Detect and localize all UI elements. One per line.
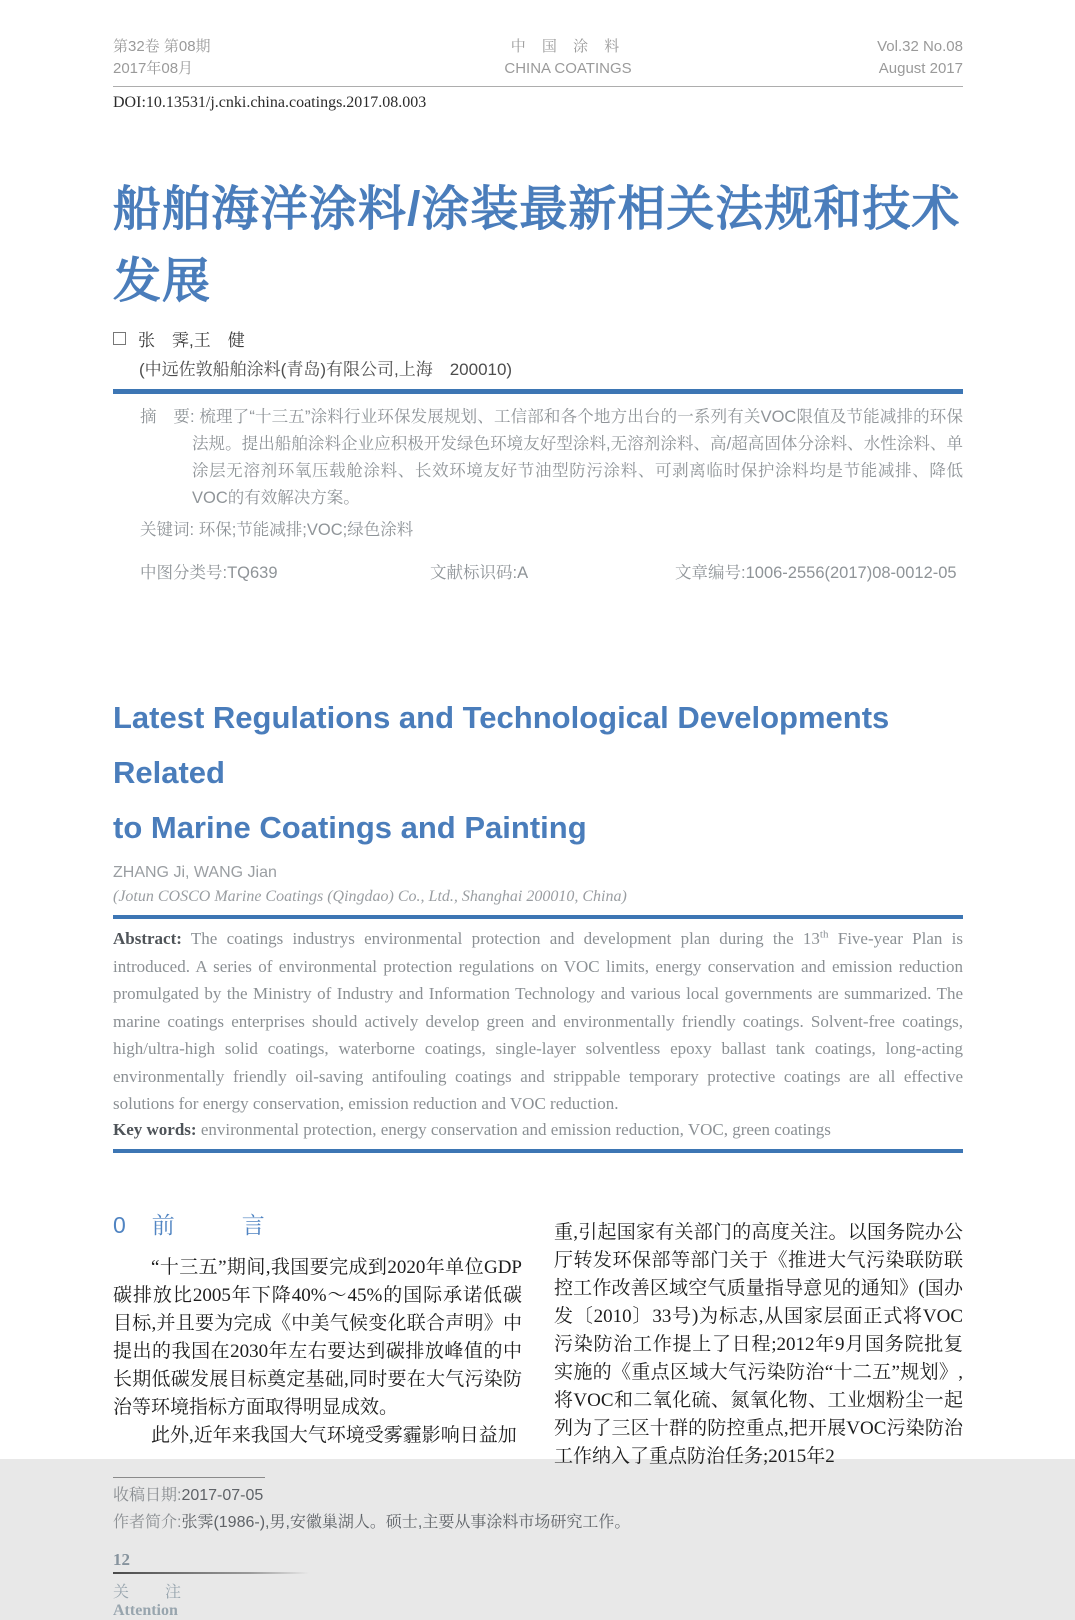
abstract-label-en: Abstract:: [113, 929, 182, 948]
doi: DOI:10.13531/j.cnki.china.coatings.2017.08.003: [113, 94, 427, 111]
divider-rule-blue-bottom: [113, 1149, 963, 1153]
paragraph: “十三五”期间,我国要完成到2020年单位GDP碳排放比2005年下降40%～45%的国际承诺低碳目标,并且要为完成《中美气候变化联合声明》中提出的我国在2030年左右要达到碳排放峰值的中长期低碳发展目标奠定基础,同时要在大气污染防治等环境指标方面取得明显成效。: [113, 1256, 522, 1418]
affiliation-en: (Jotun COSCO Marine Coatings (Qingdao) Co., Ltd., Shanghai 200010, China): [113, 888, 627, 905]
article-title-en: [113, 690, 963, 855]
article-title-en-line2: to Marine Coatings and Painting: [113, 810, 587, 845]
section-heading-0: [113, 1207, 522, 1240]
body-text-left: [113, 1254, 522, 1450]
masthead-center: [333, 36, 803, 80]
masthead-right: [803, 36, 963, 80]
abstract-text-cn: 梳理了“十三五”涂料行业环保发展规划、工信部和各个地方出台的一系列有关VOC限值及节能减排的环保法规。提出船舶涂料企业应积极开发绿色环境友好型涂料,无溶剂涂料、高/超高固体分涂料、水性涂料、单涂层无溶剂环氧压载舱涂料、长效环境友好节油型防污涂料、可剥离临时保护涂料均是节能减排、降低VOC的有效解决方案。: [192, 408, 963, 507]
abstract-en-part1: The coatings industrys environmental protection and development plan during the 13: [181, 929, 820, 948]
volume-issue-en: Vol.32 No.08: [877, 38, 963, 55]
page-number: 12: [113, 1549, 130, 1569]
journal-name-en: CHINA COATINGS: [504, 60, 632, 77]
journal-name-cn: 中 国 涂 料: [510, 38, 626, 55]
keywords-label-en: Key words:: [113, 1119, 197, 1139]
authors-en: ZHANG Ji, WANG Jian: [113, 864, 277, 881]
clc-number: 中图分类号:TQ639: [140, 564, 278, 582]
body-columns: [113, 1207, 963, 1471]
document-code: 文献标识码:A: [430, 564, 529, 582]
author-bio-label: 作者简介:: [113, 1513, 182, 1531]
footnotes: [113, 1477, 963, 1536]
article-title-cn: 船舶海洋涂料/涂装最新相关法规和技术发展: [113, 183, 961, 308]
abstract-block-cn: [140, 404, 963, 587]
section-number: 0: [113, 1211, 126, 1238]
page-number-rule: [113, 1572, 309, 1574]
abstract-cn: [140, 404, 963, 512]
article-id: 文章编号:1006-2556(2017)08-0012-05: [675, 564, 957, 582]
date-en: August 2017: [878, 60, 963, 77]
date-cn: 2017年08月: [113, 60, 194, 77]
paragraph: 重,引起国家有关部门的高度关注。以国务院办公厅转发环保部等部门关于《推进大气污染联防联控工作改善区域空气质量指导意见的通知》(国办发〔2010〕33号)为标志,从国家层面正式将VOC污染防治工作提上了日程;2012年9月国务院批复实施的《重点区域大气污染防治“十二五”规划》,将VOC和二氧化硫、氮氧化物、工业烟粉尘一起列为了三区十群的防控重点,把开展VOC污染防治工作纳入了重点防治任务;2015年2: [554, 1221, 963, 1467]
volume-issue-cn: 第32卷 第08期: [113, 38, 211, 55]
received-date-label: 收稿日期:: [113, 1486, 182, 1504]
abstract-en-part2: Five-year Plan is introduced. A series of environmental protection regulations on VOC limits, energy conservation and emission reduction promulgated by the Ministry of Industry and Information Technology and various local governments are summarized. The marine coatings enterprises should actively develop green and environmentally friendly coatings. Solvent-free coatings, high/ultra-high solid coatings, waterborne coatings, single-layer solventless epoxy ballast tank coatings, long-acting environmentally friendly oil-saving antifouling coatings and strippable temporary protective coatings are all effective solutions for energy conservation, emission reduction and VOC reduction.: [113, 929, 963, 1113]
divider-rule-blue-middle: [113, 915, 963, 919]
received-date-value: 2017-07-05: [181, 1486, 264, 1504]
body-text-right: [554, 1219, 963, 1471]
body-column-left: [113, 1207, 522, 1471]
body-column-right: [554, 1207, 963, 1471]
keywords-text-en: environmental protection, energy conservation and emission reduction, VOC, green coatings: [196, 1119, 831, 1139]
author-bio-line: [113, 1509, 963, 1536]
section-title: 前 言: [151, 1211, 287, 1238]
paragraph: 此外,近年来我国大气环境受雾霾影响日益加: [151, 1424, 517, 1446]
author-marker-box-icon: [113, 332, 126, 345]
divider-rule-blue-top: [113, 389, 963, 394]
column-name-en: Attention: [113, 1601, 178, 1619]
keywords-en: [113, 1120, 963, 1140]
page-footer: [113, 1550, 963, 1620]
authors-cn-row: [113, 326, 963, 351]
received-date-line: [113, 1482, 963, 1509]
journal-masthead: [113, 36, 963, 87]
article-title-en-line1: Latest Regulations and Technological Developments Related: [113, 700, 890, 790]
keywords-text-cn: 环保;节能减排;VOC;绿色涂料: [198, 521, 414, 539]
classification-row: [140, 560, 963, 587]
affiliation-cn: (中远佐敦船舶涂料(青岛)有限公司,上海 200010): [139, 360, 513, 379]
abstract-label-cn: 摘 要:: [140, 408, 195, 426]
abstract-en: [113, 925, 963, 1118]
keywords-label-cn: 关键词:: [140, 521, 195, 539]
keywords-cn: [140, 517, 963, 544]
column-name-cn: 关 注: [113, 1583, 192, 1601]
authors-cn: 张 霁,王 健: [138, 331, 245, 350]
masthead-left: [113, 36, 333, 80]
footnote-separator: [113, 1477, 265, 1478]
author-bio-value: 张霁(1986-),男,安徽巢湖人。硕士,主要从事涂料市场研究工作。: [181, 1513, 631, 1531]
abstract-en-superscript: th: [819, 928, 829, 941]
